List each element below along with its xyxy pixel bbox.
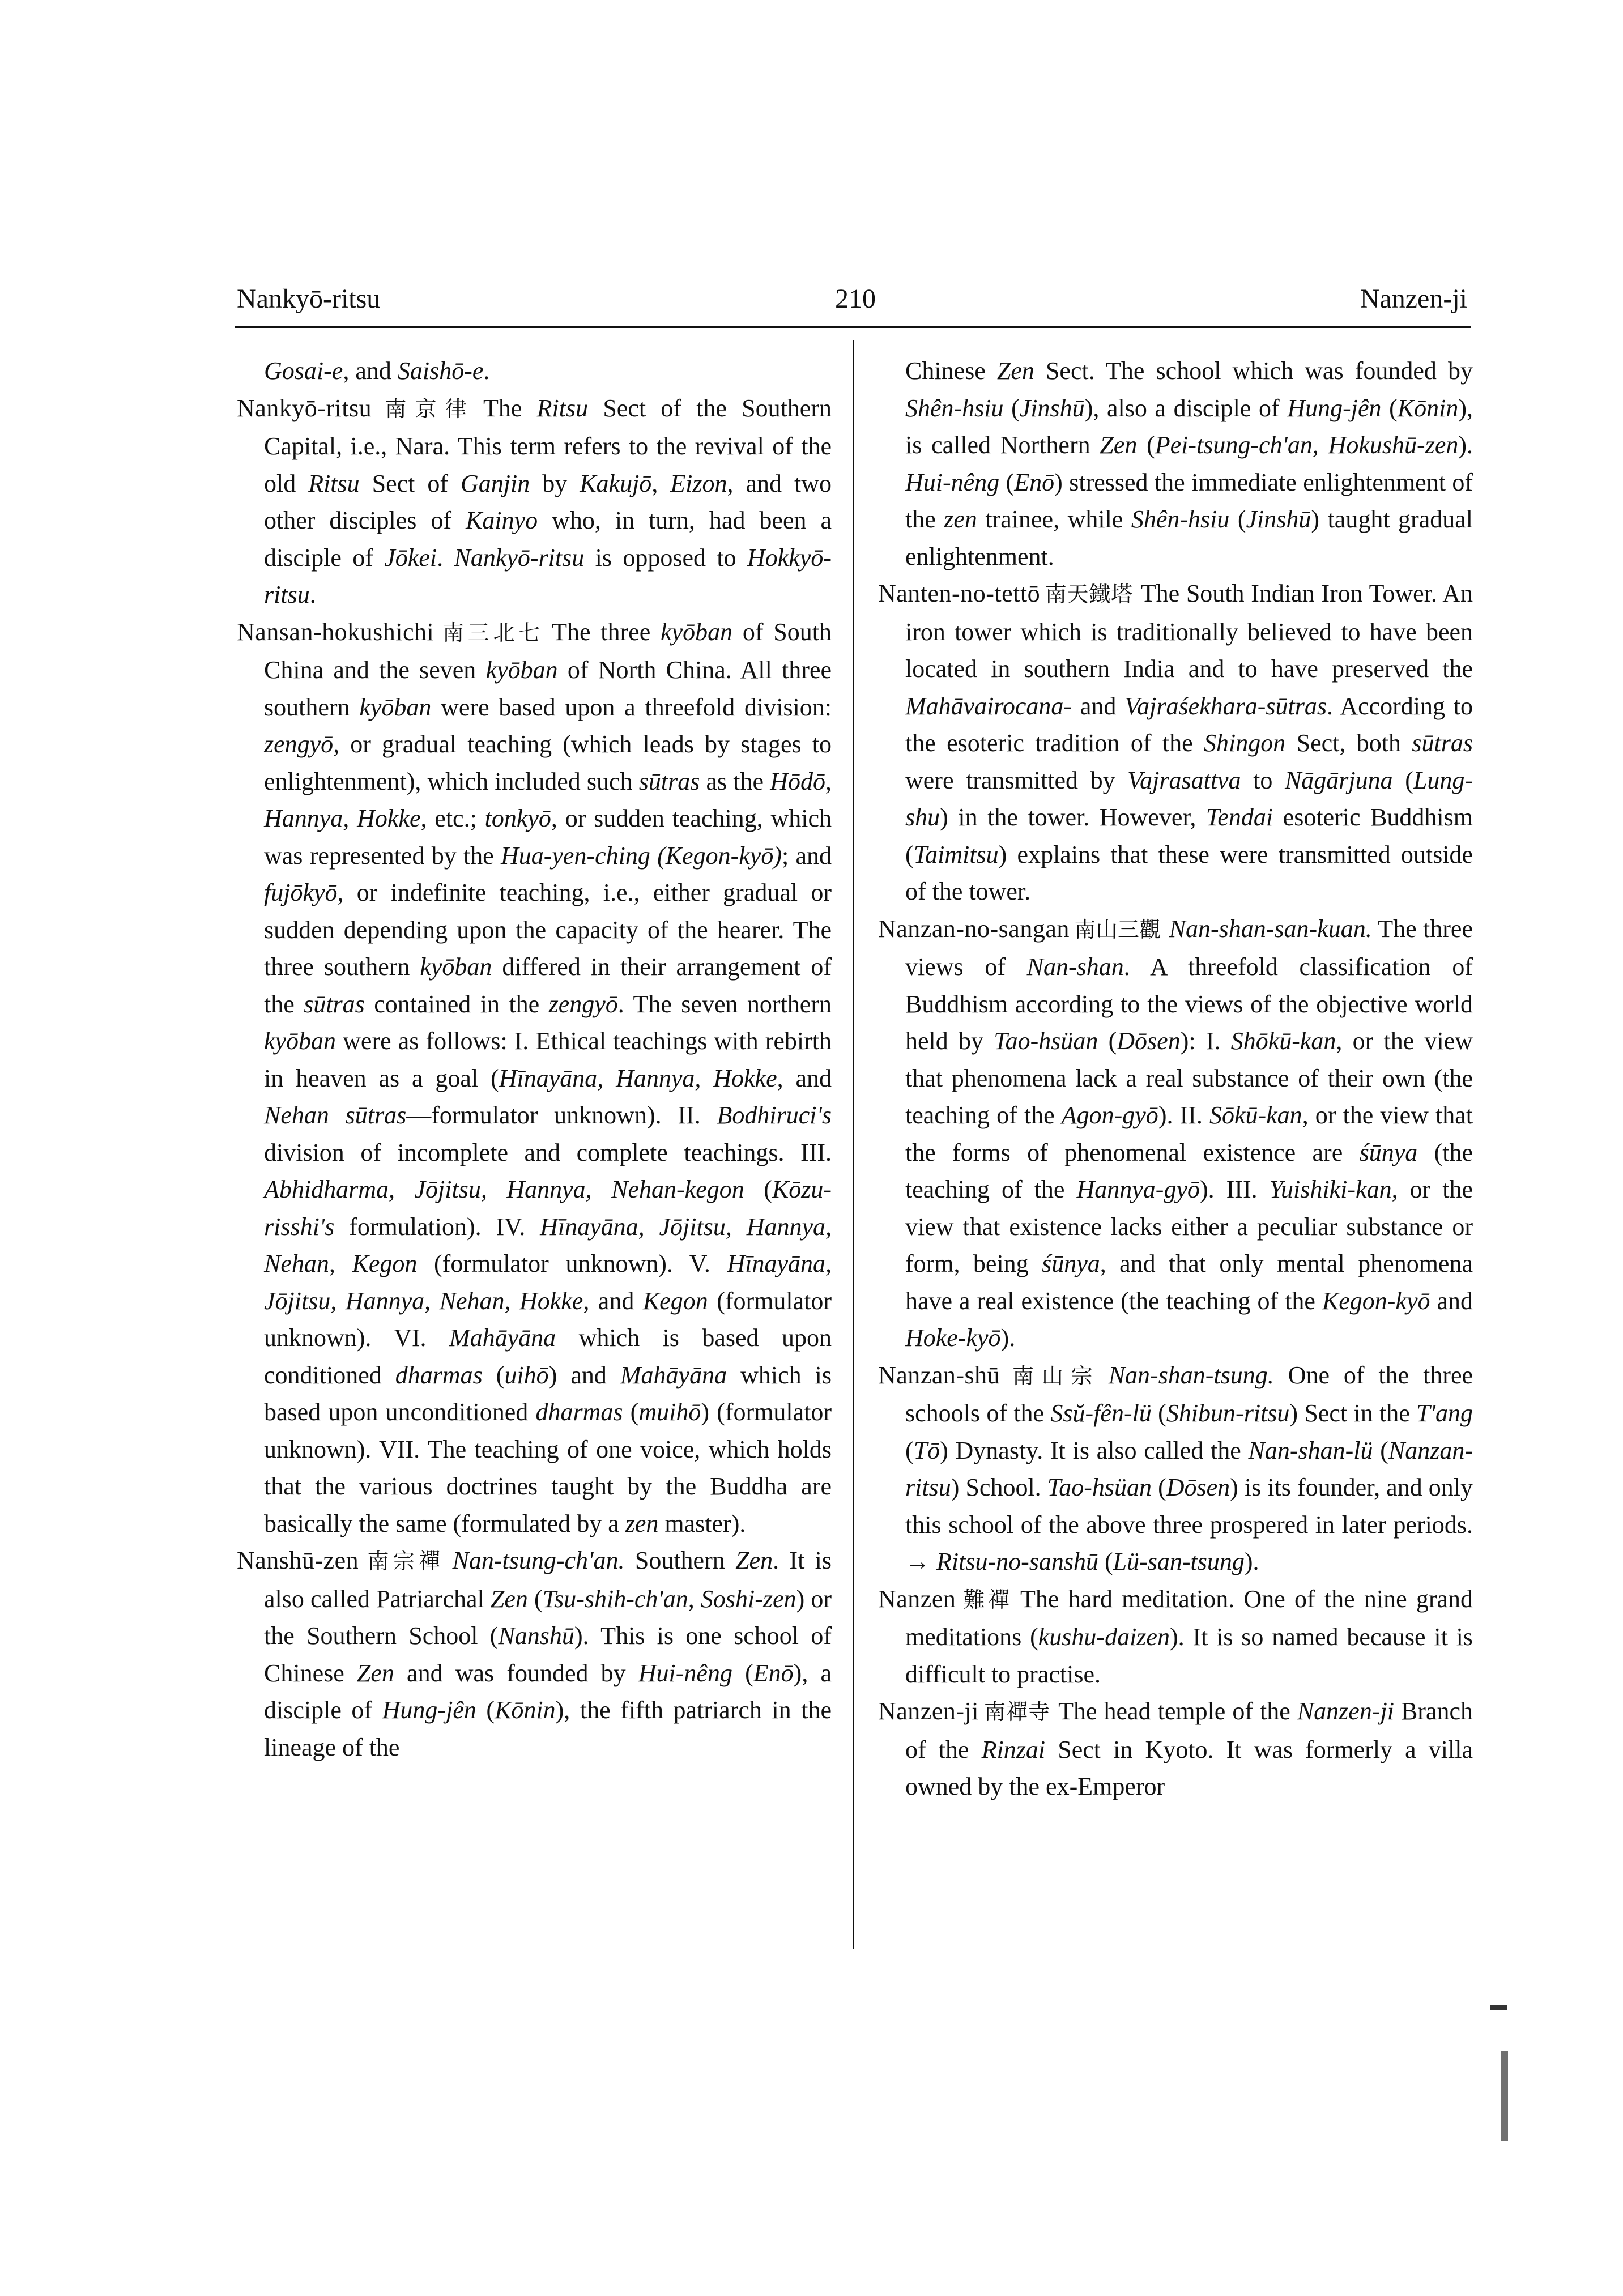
dictionary-entry — [237, 390, 832, 614]
body-text: ( — [1137, 431, 1155, 459]
body-text: , and two other disciples of — [264, 469, 832, 534]
body-text: to — [1241, 766, 1285, 794]
italic-term: Vajraśekhara-sūtras — [1124, 692, 1327, 720]
italic-term: Ssŭ-fên-lü — [1050, 1399, 1152, 1427]
dictionary-entry — [878, 910, 1473, 1357]
italic-term: T'ang — [1416, 1399, 1473, 1427]
body-text: ). III. — [1199, 1175, 1270, 1203]
body-text: ) stressed the immediate enlightenment of the — [905, 468, 1473, 533]
entry-kanji: 南京律 — [376, 396, 476, 421]
body-text: ( — [1098, 1027, 1117, 1055]
italic-term: Hui-nêng — [638, 1659, 732, 1687]
body-text: ) and — [548, 1361, 620, 1389]
body-text: The three — [552, 617, 661, 646]
column-divider — [853, 340, 854, 1949]
body-text: esoteric Buddhism ( — [905, 803, 1473, 868]
body-text: . A threefold classification of Buddhism according to the views of the objective world held by — [905, 953, 1473, 1055]
entry-term: Nansan-hokushichi — [237, 617, 434, 646]
italic-term: Nāgārjuna — [1284, 766, 1393, 794]
italic-term: kushu-daizen — [1038, 1623, 1170, 1651]
body-text: ). This is one school of Chinese — [264, 1622, 832, 1687]
body-text: master). — [658, 1509, 746, 1537]
italic-term: śūnya — [1359, 1138, 1418, 1166]
body-text: and was founded by — [394, 1659, 638, 1687]
body-text: ), also a disciple of — [1084, 394, 1288, 422]
body-text: Sect of the Southern Capital, i.e., Nara. This term refers to the revival of the old — [264, 394, 832, 497]
body-text: ( — [1229, 505, 1246, 533]
body-text: ) Sect in the — [1289, 1399, 1417, 1427]
body-text: (formulator unknown). V. — [417, 1250, 727, 1277]
left-column — [237, 352, 832, 1766]
body-text: ). — [1458, 431, 1473, 459]
body-text: The — [483, 394, 537, 422]
italic-term: Nankyō-ritsu — [454, 543, 585, 572]
body-text: ): I. — [1180, 1027, 1231, 1055]
italic-term: sūtras — [304, 990, 365, 1018]
italic-term: Yuishiki-kan — [1269, 1175, 1392, 1203]
italic-term: kyōban — [661, 617, 733, 646]
body-text: ) (formulator unknown). VII. The teaching of one voice, which holds that the various doctrines taught by the Buddha are basically the same (formulated by a — [264, 1398, 832, 1537]
italic-term: Shingon — [1204, 729, 1286, 757]
body-text: ) is its founder, and only this school of the above three prospered in later periods. → — [905, 1473, 1473, 1575]
entry-kanji: 南天鐵塔 — [1045, 582, 1133, 607]
italic-term: Dōsen — [1117, 1027, 1181, 1055]
italic-term: Zen — [996, 357, 1034, 385]
italic-term: Hua-yen-ching (Kegon-kyō) — [500, 841, 782, 870]
body-text: ( — [1003, 394, 1020, 422]
body-text: . The seven northern — [617, 990, 832, 1018]
body-text: ( — [1098, 1548, 1113, 1575]
italic-term: Kainyo — [466, 506, 538, 534]
body-text: . It is also called Patriarchal — [264, 1547, 832, 1613]
italic-term: Hōdō, Hannya, Hokke — [264, 767, 832, 832]
body-text: contained in the — [364, 990, 549, 1018]
italic-term: Hīnayāna, Hannya, Hokke — [499, 1064, 777, 1092]
italic-term: Eizon — [670, 469, 727, 497]
body-text: ( — [1381, 394, 1398, 422]
entry-kanji: 南山三觀 — [1074, 917, 1161, 942]
body-text: , etc.; — [420, 804, 485, 832]
body-text: Chinese — [905, 357, 997, 385]
body-text: by — [530, 469, 580, 497]
body-text: ) Dynasty. It is also called the — [940, 1436, 1249, 1464]
italic-term: Ritsu — [308, 469, 360, 497]
dictionary-entry — [878, 1693, 1473, 1805]
running-head-left: Nankyō-ritsu — [237, 284, 381, 314]
dictionary-entry — [237, 614, 832, 1543]
body-text: ) taught gradual enlightenment. — [905, 505, 1473, 570]
italic-term: Hokkyō-ritsu — [264, 543, 832, 608]
dictionary-entry — [878, 575, 1473, 910]
running-head-right: Nanzen-ji — [1360, 284, 1467, 314]
body-text: The three views of — [905, 914, 1473, 981]
body-text: ( — [1151, 1399, 1166, 1427]
page-number: 210 — [835, 284, 876, 314]
header-rule — [235, 326, 1471, 328]
italic-term: Hung-jên — [382, 1696, 476, 1724]
body-text: ) School. — [951, 1473, 1047, 1501]
body-text: Sect of — [359, 469, 461, 497]
italic-term: uihō — [504, 1361, 549, 1389]
body-text: ( — [999, 468, 1015, 496]
body-text: , or sudden teaching, which was represented by the — [264, 804, 832, 870]
body-text: formulation). IV. — [334, 1212, 540, 1241]
body-text: . — [309, 581, 316, 608]
entry-term: Nankyō-ritsu — [237, 394, 372, 422]
italic-term: Taimitsu — [913, 840, 999, 868]
entry-romanization: Nan-shan-san-kuan. — [1169, 914, 1372, 943]
entry-kanji: 南三北七 — [438, 620, 544, 645]
body-text: ( — [732, 1659, 753, 1687]
body-text: ), the fifth patriarch in the lineage of the — [264, 1696, 832, 1761]
italic-term: Shōkū-kan — [1230, 1027, 1336, 1055]
body-text: ( — [623, 1398, 639, 1426]
italic-term: Hung-jên — [1287, 394, 1382, 422]
body-text: is opposed to — [584, 543, 747, 572]
body-text: were based upon a threefold division: — [431, 693, 832, 721]
italic-term: zen — [944, 505, 977, 533]
body-text: ) in the tower. However, — [940, 803, 1206, 831]
italic-term: Hīnayāna, Jōjitsu, Hannya, Nehan, Hokke — [264, 1250, 832, 1315]
entry-term: Nanshū-zen — [237, 1547, 359, 1574]
body-text: ). — [1244, 1548, 1259, 1575]
body-text: trainee, while — [977, 505, 1131, 533]
italic-term: muihō — [638, 1398, 701, 1426]
italic-term: Kegon — [642, 1287, 708, 1315]
body-text: . — [483, 357, 490, 385]
entry-term: Nanzen — [878, 1584, 956, 1613]
body-text: ( — [1151, 1473, 1166, 1501]
body-text: were transmitted by — [905, 766, 1128, 794]
body-text: The hard meditation. One of the nine grand meditations ( — [905, 1584, 1473, 1651]
italic-term: Shên-hsiu — [1131, 505, 1230, 533]
italic-term: Tao-hsüan — [1047, 1473, 1152, 1501]
italic-term: Zen — [490, 1584, 528, 1613]
italic-term: Ganjin — [461, 469, 530, 497]
body-text: ( — [482, 1361, 505, 1389]
body-text: , and that only mental phenomena have a real existence (the teaching of the — [905, 1250, 1473, 1315]
body-text: who, in turn, had been a disciple of — [264, 506, 832, 572]
body-text: . According to the esoteric tradition of the — [905, 692, 1473, 757]
body-text: ( — [1392, 766, 1413, 794]
italic-term: sūtras — [1412, 729, 1473, 757]
italic-term: Tendai — [1205, 803, 1273, 831]
italic-term: Tō — [913, 1436, 940, 1464]
italic-term: Shên-hsiu — [905, 394, 1004, 422]
body-text: , or the view that the forms of phenomenal existence are — [905, 1101, 1473, 1166]
body-text: Sect. The school which was founded by — [1034, 357, 1473, 385]
entry-kanji: 南宗禪 — [363, 1549, 445, 1574]
body-text: The South Indian Iron Tower. An iron tower which is traditionally believed to have been located in southern India and to have preserved the — [905, 580, 1473, 683]
body-text: ( — [744, 1175, 772, 1203]
body-text: , or gradual teaching (which leads by stages to enlightenment), which included such — [264, 730, 832, 795]
italic-term: kyōban — [359, 693, 432, 721]
italic-term: Shibun-ritsu — [1166, 1399, 1290, 1427]
entry-term: Nanzan-shū — [878, 1361, 1000, 1389]
dictionary-entry — [237, 1542, 832, 1766]
italic-term: Nanshū — [498, 1622, 574, 1650]
italic-term: Gosai-e — [264, 357, 343, 385]
italic-term: Mahāvairocana- — [905, 692, 1072, 720]
italic-term: Bodhiruci's — [717, 1101, 832, 1129]
italic-term: zen — [625, 1509, 659, 1537]
body-text: ; and — [782, 841, 832, 870]
italic-term: Hannya-gyō — [1076, 1175, 1200, 1203]
italic-term: tonkyō — [484, 804, 551, 832]
entry-kanji: 南山宗 — [1004, 1363, 1101, 1388]
body-text: Branch of the — [905, 1697, 1473, 1763]
italic-term: Ritsu-no-sanshū — [936, 1548, 1098, 1575]
body-text: ), a disciple of — [264, 1659, 832, 1724]
body-text: of North China. All three southern — [264, 656, 832, 721]
body-text: were as follows: I. Ethical teachings with rebirth in heaven as a goal ( — [264, 1027, 832, 1092]
body-text: ( — [476, 1696, 495, 1724]
italic-term: Enō — [753, 1659, 794, 1687]
body-text: Sect in Kyoto. It was formerly a villa owned by the ex-Emperor — [905, 1735, 1473, 1800]
dictionary-entry — [878, 1581, 1473, 1693]
italic-term: kyōban — [420, 953, 492, 981]
body-text: and — [1430, 1287, 1473, 1315]
body-text: ). It is so named because it is difficult to practise. — [905, 1623, 1473, 1688]
body-text: and — [1072, 692, 1125, 720]
italic-term: Hīnayāna, Jōjitsu, Hannya, Nehan, Kegon — [264, 1212, 832, 1277]
italic-term: Kōzu-risshi's — [264, 1175, 832, 1241]
italic-term: Hui-nêng — [905, 468, 1000, 496]
body-text: . — [437, 543, 454, 572]
body-text: ) or the Southern School ( — [264, 1584, 832, 1650]
entry-term: Nanzen-ji — [878, 1697, 979, 1725]
body-text: , or the view that existence lacks either a peculiar substance or form, being — [905, 1175, 1473, 1277]
body-text: ( — [527, 1584, 543, 1613]
italic-term: Rinzai — [981, 1735, 1046, 1763]
italic-term: Dōsen — [1166, 1473, 1230, 1501]
italic-term: Hoke-kyō — [905, 1324, 1001, 1352]
body-text: (formulator unknown). VI. — [264, 1287, 832, 1352]
entry-romanization: Nan-tsung-ch'an. — [452, 1547, 625, 1574]
continued-text — [237, 352, 832, 390]
body-text: as the — [700, 767, 770, 795]
body-text: division of incomplete and complete teachings. III. — [264, 1138, 832, 1166]
body-text: ). — [1000, 1324, 1016, 1352]
body-text: , or the view that phenomena lack a real substance of their own (the teaching of the — [905, 1027, 1473, 1129]
italic-term: Zen — [1100, 431, 1138, 459]
scan-mark — [1501, 2051, 1508, 2141]
body-text: (the teaching of the — [905, 1138, 1473, 1203]
continued-text — [878, 352, 1473, 575]
body-text: The head temple of the — [1058, 1697, 1297, 1725]
body-text: ) explains that these were transmitted outside of the tower. — [905, 840, 1473, 905]
italic-term: fujōkyō — [264, 879, 338, 906]
italic-term: Pei-tsung-ch'an, Hokushū-zen — [1155, 431, 1459, 459]
italic-term: Tao-hsüan — [994, 1027, 1098, 1055]
body-text: One of the three schools of the — [905, 1361, 1473, 1427]
body-text: ). II. — [1158, 1101, 1209, 1129]
italic-term: Vajrasattva — [1127, 766, 1241, 794]
dictionary-entry — [878, 1357, 1473, 1581]
italic-term: Nehan sūtras — [264, 1101, 407, 1129]
italic-term: Tsu-shih-ch'an, Soshi-zen — [542, 1584, 796, 1613]
body-text: , and — [583, 1287, 643, 1315]
body-text: ), is called Northern — [905, 394, 1473, 459]
italic-term: śūnya — [1042, 1250, 1100, 1277]
body-text: ( — [1373, 1436, 1388, 1464]
italic-term: Mahāyāna — [620, 1361, 727, 1389]
body-text: Sect, both — [1285, 729, 1412, 757]
body-text: , — [651, 469, 671, 497]
entry-romanization: Nan-shan-tsung. — [1108, 1361, 1274, 1389]
italic-term: Zen — [735, 1547, 773, 1574]
italic-term: zengyō — [264, 730, 334, 758]
italic-term: Nanzan-ritsu — [905, 1436, 1473, 1501]
italic-term: Abhidharma, Jōjitsu, Hannya, Nehan-kegon — [264, 1175, 744, 1203]
entry-term: Nanten-no-tettō — [878, 580, 1041, 607]
italic-term: kyōban — [264, 1027, 336, 1055]
italic-term: Kakujō — [580, 469, 652, 497]
italic-term: Saishō-e — [397, 357, 484, 385]
body-text: Southern — [634, 1547, 736, 1574]
italic-term: Nan-shan-lü — [1248, 1436, 1373, 1464]
italic-term: zengyō — [548, 990, 618, 1018]
italic-term: sūtras — [638, 767, 700, 795]
body-text: which is based upon conditioned — [264, 1324, 832, 1389]
italic-term: dharmas — [535, 1398, 623, 1426]
body-text: , and — [343, 357, 398, 385]
italic-term: Kōnin — [495, 1696, 556, 1724]
italic-term: Jinshū — [1019, 394, 1085, 422]
italic-term: kyōban — [485, 656, 558, 684]
entry-kanji: 難禪 — [960, 1587, 1013, 1612]
italic-term: Nan-shan — [1026, 953, 1124, 981]
scan-speck — [1490, 2005, 1507, 2010]
body-text: , and — [777, 1064, 832, 1092]
entry-kanji: 南禪寺 — [983, 1699, 1051, 1724]
italic-term: Kōnin — [1397, 394, 1459, 422]
italic-term: Agon-gyō — [1061, 1101, 1158, 1129]
italic-term: Kegon-kyō — [1322, 1287, 1430, 1315]
italic-term: Ritsu — [536, 394, 589, 422]
body-text: differed in their arrangement of the — [264, 953, 832, 1018]
italic-term: Lü-san-tsung — [1113, 1548, 1245, 1575]
italic-term: Lung-shu — [905, 766, 1473, 831]
body-text: of South China and the seven — [264, 617, 832, 684]
italic-term: Jinshū — [1246, 505, 1311, 533]
italic-term: Nanzen-ji — [1297, 1697, 1394, 1725]
italic-term: Enō — [1014, 468, 1055, 496]
right-column — [878, 352, 1473, 1805]
body-text: , or indefinite teaching, i.e., either gradual or sudden depending upon the capacity of the hearer. The three southern — [264, 879, 832, 981]
italic-term: Mahāyāna — [449, 1324, 556, 1352]
italic-term: Jōkei — [384, 543, 437, 572]
entry-term: Nanzan-no-sangan — [878, 914, 1070, 943]
italic-term: Zen — [356, 1659, 394, 1687]
body-text: —formulator unknown). II. — [406, 1101, 717, 1129]
body-text: ( — [905, 1436, 914, 1464]
body-text: which is based upon unconditioned — [264, 1361, 832, 1426]
italic-term: dharmas — [395, 1361, 483, 1389]
italic-term: Sōkū-kan — [1209, 1101, 1302, 1129]
